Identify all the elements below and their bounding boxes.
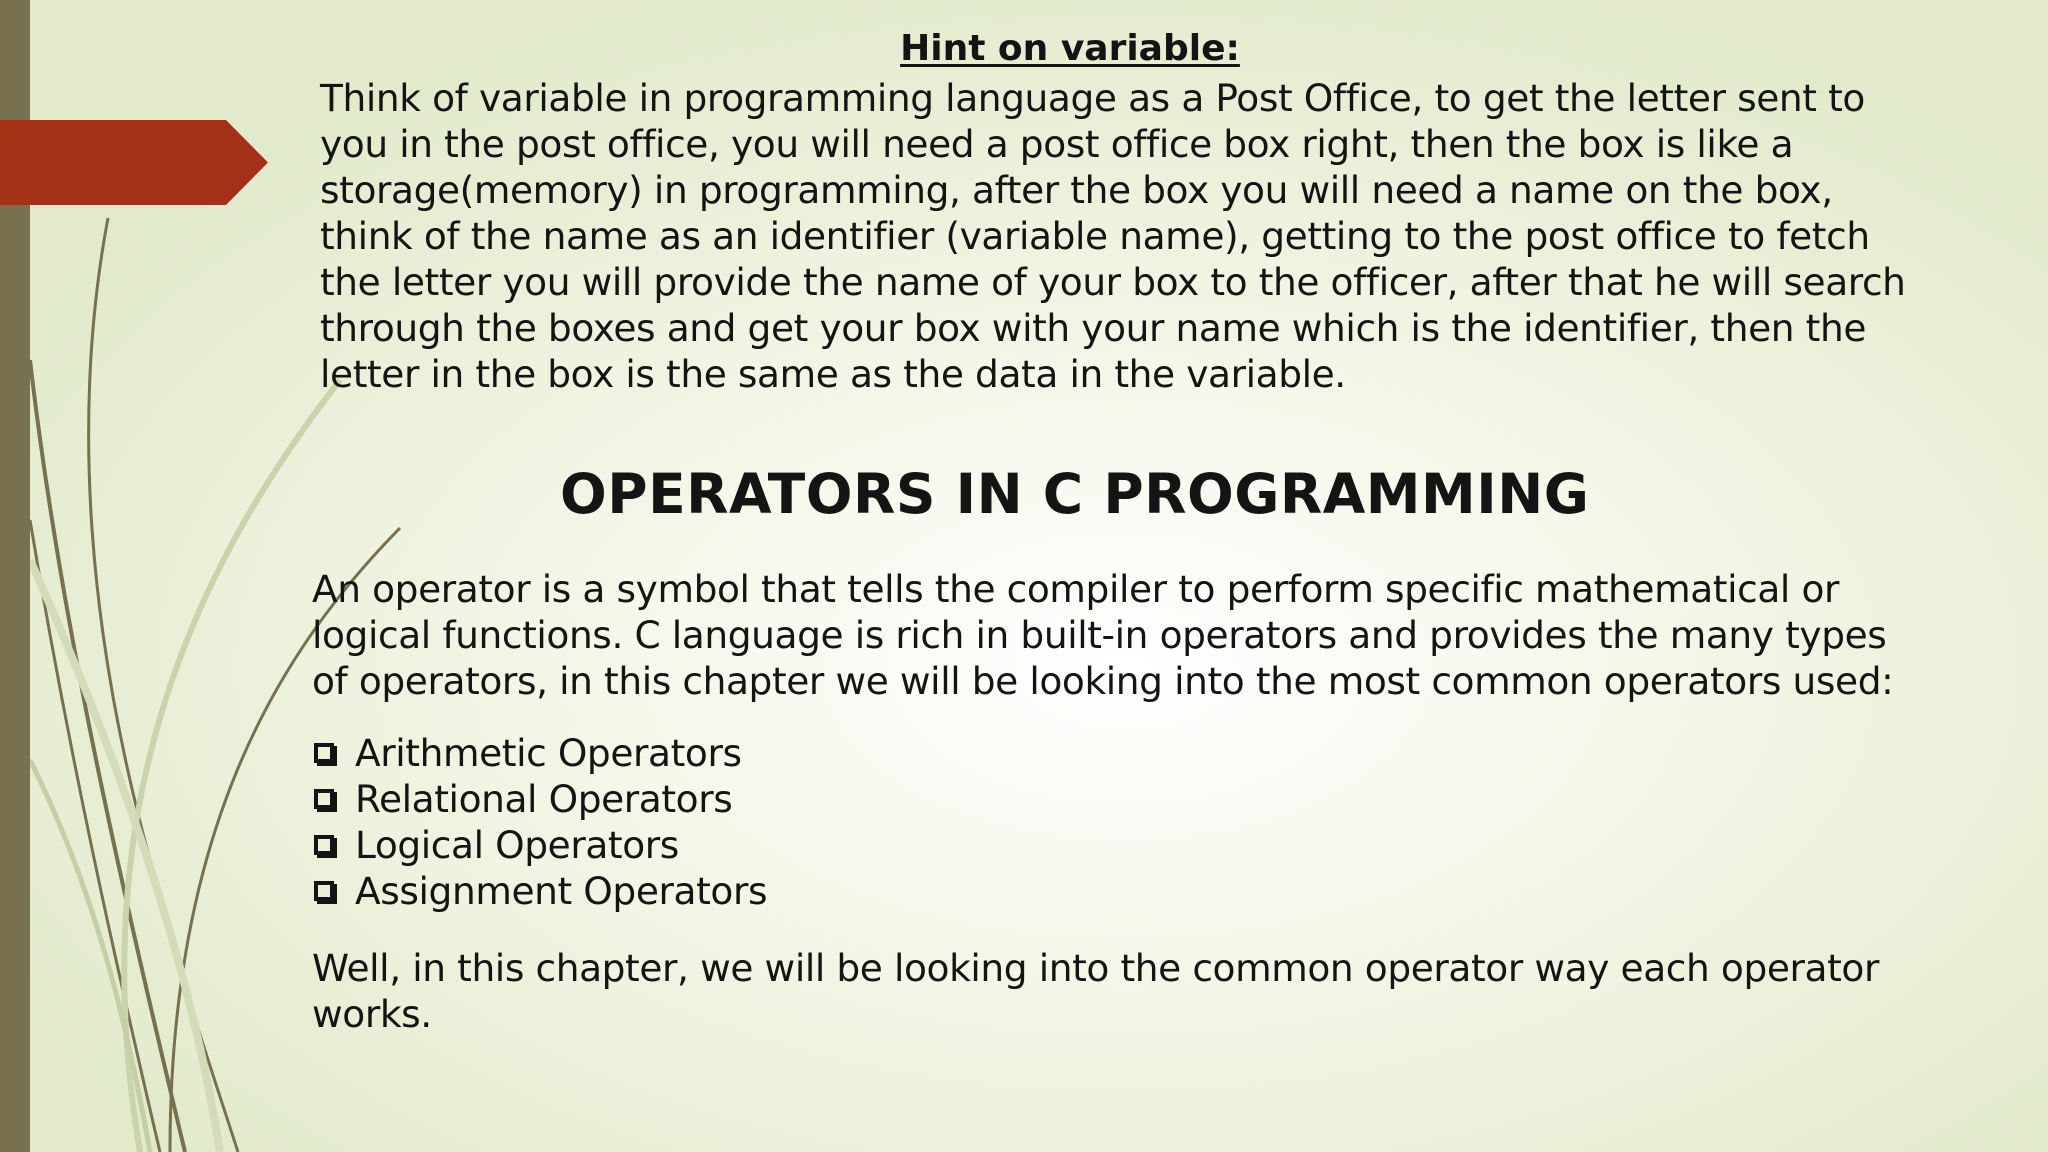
intro-paragraph bbox=[312, 566, 1920, 704]
checkbox-icon bbox=[314, 881, 334, 901]
operator-list bbox=[314, 730, 767, 914]
list-item-label: Relational Operators bbox=[355, 777, 733, 821]
intro-line: of operators, in this chapter we will be looking into the most common operators used: bbox=[312, 659, 1894, 703]
checkbox-icon bbox=[314, 789, 334, 809]
intro-line: logical functions. C language is rich in built-in operators and provides the many types bbox=[312, 613, 1887, 657]
hint-line: Think of variable in programming language as a Post Office, to get the letter sent to bbox=[320, 76, 1865, 120]
list-item-label: Assignment Operators bbox=[355, 869, 768, 913]
hint-line: through the boxes and get your box with your name which is the identifier, then the bbox=[320, 306, 1866, 350]
closing-line: Well, in this chapter, we will be looking into the common operator way each operator bbox=[312, 946, 1879, 990]
list-item bbox=[314, 776, 767, 822]
hint-line: the letter you will provide the name of your box to the officer, after that he will search bbox=[320, 260, 1906, 304]
hint-line: storage(memory) in programming, after the box you will need a name on the box, bbox=[320, 168, 1833, 212]
arrow-shape-icon bbox=[0, 120, 268, 205]
list-item bbox=[314, 822, 767, 868]
closing-paragraph bbox=[312, 945, 1920, 1037]
list-item-label: Arithmetic Operators bbox=[355, 731, 742, 775]
list-item bbox=[314, 730, 767, 776]
checkbox-icon bbox=[314, 743, 334, 763]
hint-paragraph bbox=[320, 75, 1920, 397]
list-item-label: Logical Operators bbox=[355, 823, 679, 867]
hint-title: Hint on variable: bbox=[900, 28, 1240, 69]
closing-line: works. bbox=[312, 992, 432, 1036]
hint-line: think of the name as an identifier (variable name), getting to the post office to fetch bbox=[320, 214, 1870, 258]
section-title: OPERATORS IN C PROGRAMMING bbox=[560, 462, 1590, 526]
intro-line: An operator is a symbol that tells the compiler to perform specific mathematical or bbox=[312, 567, 1840, 611]
hint-line: you in the post office, you will need a post office box right, then the box is like a bbox=[320, 122, 1794, 166]
checkbox-icon bbox=[314, 835, 334, 855]
list-item bbox=[314, 868, 767, 914]
hint-line: letter in the box is the same as the data in the variable. bbox=[320, 352, 1346, 396]
